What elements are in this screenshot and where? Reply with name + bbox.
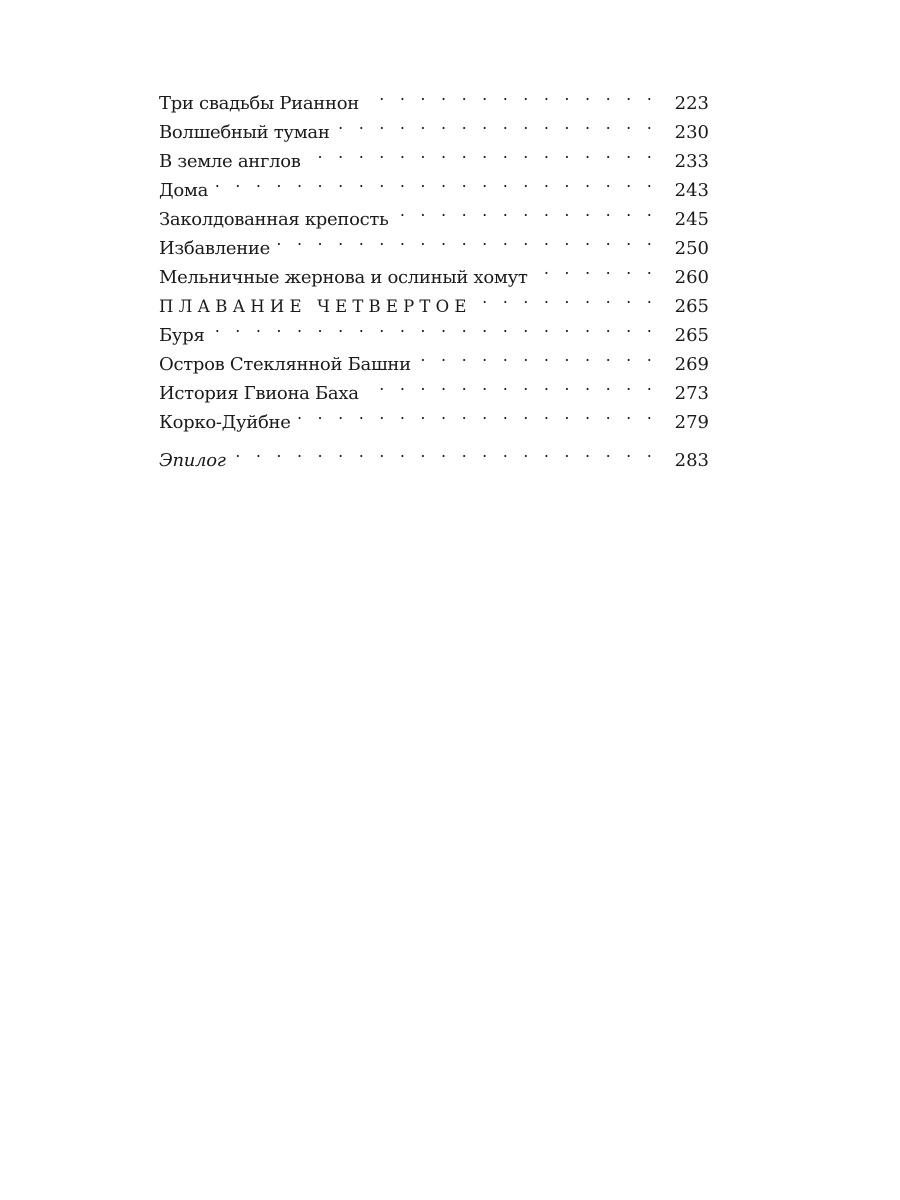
toc-entry-title: Заколдованная крепость	[159, 209, 389, 230]
toc-entry[interactable]	[159, 80, 709, 114]
toc-entry-page: 233	[674, 151, 709, 172]
dot-leader	[478, 283, 657, 312]
toc-entry-page: 243	[674, 180, 709, 201]
toc-entry-page: 273	[674, 383, 709, 404]
table-of-contents	[159, 80, 709, 471]
dot-leader	[276, 225, 657, 254]
dot-leader	[365, 80, 657, 109]
toc-entry-title: Эпилог	[159, 450, 226, 471]
dot-leader	[297, 399, 657, 428]
toc-entry-page: 250	[674, 238, 709, 259]
dot-leader	[365, 370, 657, 399]
dot-leader	[214, 167, 657, 196]
toc-entry-page: 230	[674, 122, 709, 143]
toc-entry-title: Три свадьбы Рианнон	[159, 93, 359, 114]
toc-entry-page: 245	[674, 209, 709, 230]
toc-entry-title: Остров Стеклянной Башни	[159, 354, 411, 375]
dot-leader	[534, 254, 657, 283]
toc-entry-epilogue[interactable]	[159, 437, 709, 471]
toc-entry-page: 265	[674, 296, 709, 317]
toc-entry-page: 283	[674, 450, 709, 471]
toc-entry-title: Мельничные жернова и ослиный хомут	[159, 267, 528, 288]
dot-leader	[395, 196, 657, 225]
toc-entry[interactable]	[159, 341, 709, 375]
dot-leader	[336, 109, 657, 138]
toc-entry-title: Корко-Дуйбне	[159, 412, 291, 433]
toc-entry-page: 265	[674, 325, 709, 346]
dot-leader	[417, 341, 657, 370]
dot-leader	[232, 437, 657, 466]
toc-entry-page: 223	[674, 93, 709, 114]
toc-entry-title: Избавление	[159, 238, 270, 259]
toc-entry-title: Буря	[159, 325, 205, 346]
toc-entry[interactable]	[159, 167, 709, 201]
dot-leader	[211, 312, 658, 341]
toc-entry-title: В земле англов	[159, 151, 301, 172]
toc-entry-title: Дома	[159, 180, 209, 201]
toc-entry-page: 260	[674, 267, 709, 288]
toc-entry[interactable]	[159, 312, 709, 346]
toc-entry-title: Волшебный туман	[159, 122, 330, 143]
toc-section-title: ПЛАВАНИЕ ЧЕТВЕРТОЕ	[159, 297, 472, 316]
toc-entry-title: История Гвиона Баха	[159, 383, 359, 404]
dot-leader	[307, 138, 657, 167]
toc-entry[interactable]	[159, 196, 709, 230]
toc-entry-page: 269	[674, 354, 709, 375]
toc-entry-page: 279	[674, 412, 709, 433]
